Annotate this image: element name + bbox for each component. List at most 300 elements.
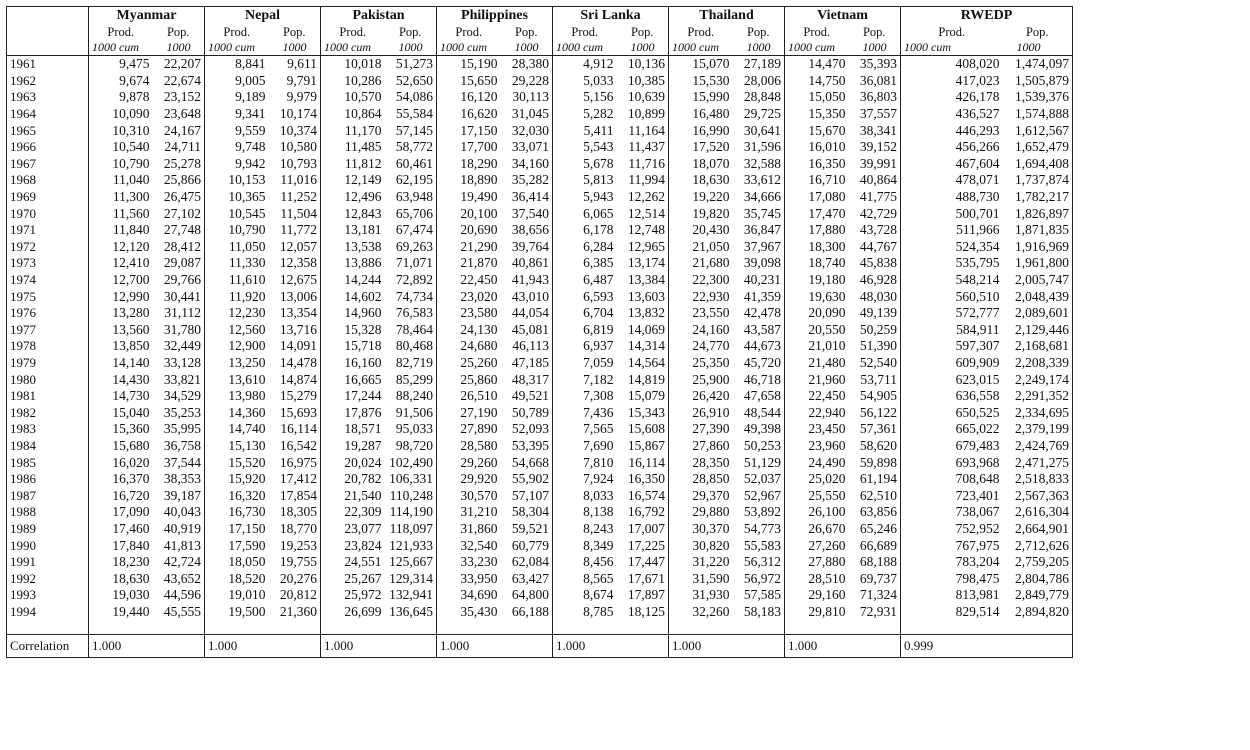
pop-value: 82,719 [385, 355, 437, 372]
pop-value: 27,102 [153, 205, 205, 222]
pop-value: 2,616,304 [1003, 504, 1073, 521]
prod-unit: 1000 cum [205, 40, 269, 56]
pop-value: 14,478 [269, 355, 321, 372]
corner-cell [7, 40, 89, 56]
data-table [6, 6, 1073, 658]
prod-value: 11,812 [344, 155, 382, 171]
table-row [7, 89, 1073, 106]
table-row [7, 421, 1073, 438]
pop-value: 52,650 [385, 73, 437, 90]
prod-value: 18,571 [344, 421, 382, 437]
pop-value: 23,152 [153, 89, 205, 106]
prod-value: 29,920 [460, 471, 498, 487]
pop-value: 53,892 [733, 504, 785, 521]
prod-unit: 1000 cum [437, 40, 501, 56]
prod-value: 17,150 [228, 520, 266, 536]
table-row [7, 239, 1073, 256]
pop-value: 95,033 [385, 421, 437, 438]
pop-value: 13,716 [269, 322, 321, 339]
pop-value: 76,583 [385, 305, 437, 322]
prod-value: 17,876 [344, 404, 382, 420]
prod-value: 12,843 [344, 205, 382, 221]
prod-value: 12,560 [228, 321, 266, 337]
pop-value: 33,821 [153, 371, 205, 388]
prod-value: 500,701 [955, 205, 1000, 221]
pop-value: 2,518,833 [1003, 471, 1073, 488]
pop-value: 1,574,888 [1003, 106, 1073, 123]
prod-value: 446,293 [955, 122, 1000, 138]
pop-value: 10,580 [269, 139, 321, 156]
correlation-value: 1.000 [553, 635, 669, 658]
pop-value: 28,006 [733, 73, 785, 90]
pop-value: 34,666 [733, 189, 785, 206]
pop-value: 10,374 [269, 122, 321, 139]
pop-value: 31,596 [733, 139, 785, 156]
prod-value: 24,490 [808, 454, 846, 470]
prod-value: 752,952 [955, 520, 1000, 536]
pop-value: 38,656 [501, 222, 553, 239]
year-cell: 1969 [7, 189, 89, 206]
pop-value: 67,474 [385, 222, 437, 239]
prod-value: 26,420 [692, 388, 730, 404]
prod-value: 21,960 [808, 371, 846, 387]
table-row [7, 205, 1073, 222]
pop-value: 35,745 [733, 205, 785, 222]
prod-value: 27,260 [808, 537, 846, 553]
prod-value: 18,890 [460, 172, 498, 188]
prod-value: 32,540 [460, 537, 498, 553]
prod-value: 28,850 [692, 471, 730, 487]
prod-value: 11,300 [112, 189, 150, 205]
pop-value: 56,312 [733, 554, 785, 571]
prod-value: 16,120 [460, 89, 498, 105]
prod-value: 13,850 [112, 338, 150, 354]
correlation-value: 1.000 [785, 635, 901, 658]
year-cell: 1962 [7, 73, 89, 90]
pop-value: 50,789 [501, 404, 553, 421]
year-cell: 1975 [7, 288, 89, 305]
pop-value: 46,928 [849, 272, 901, 289]
pop-value: 45,838 [849, 255, 901, 272]
pop-value: 28,412 [153, 239, 205, 256]
pop-value: 37,557 [849, 106, 901, 123]
pop-value: 13,006 [269, 288, 321, 305]
pop-value: 20,276 [269, 570, 321, 587]
table-row [7, 189, 1073, 206]
prod-value: 11,050 [228, 238, 266, 254]
pop-value: 66,188 [501, 604, 553, 621]
pop-value: 57,145 [385, 122, 437, 139]
table-row [7, 554, 1073, 571]
prod-value: 8,138 [583, 504, 614, 520]
pop-value: 2,712,626 [1003, 537, 1073, 554]
prod-value: 14,740 [228, 421, 266, 437]
prod-value: 14,470 [808, 56, 846, 72]
prod-value: 14,750 [808, 72, 846, 88]
pop-value: 9,979 [269, 89, 321, 106]
prod-value: 25,267 [344, 570, 382, 586]
prod-value: 6,819 [583, 321, 614, 337]
prod-value: 16,320 [228, 487, 266, 503]
prod-value: 12,900 [228, 338, 266, 354]
pop-value: 33,128 [153, 355, 205, 372]
pop-value: 2,005,747 [1003, 272, 1073, 289]
pop-value: 17,671 [617, 570, 669, 587]
pop-value: 18,305 [269, 504, 321, 521]
pop-value: 55,583 [733, 537, 785, 554]
pop-value: 72,892 [385, 272, 437, 289]
spacer-row [7, 620, 1073, 635]
table-row [7, 122, 1073, 139]
pop-value: 13,354 [269, 305, 321, 322]
prod-value: 14,960 [344, 305, 382, 321]
pop-value: 14,091 [269, 338, 321, 355]
prod-value: 18,070 [692, 155, 730, 171]
pop-value: 51,273 [385, 56, 437, 73]
pop-value: 11,016 [269, 172, 321, 189]
pop-value: 2,471,275 [1003, 454, 1073, 471]
pop-value: 16,114 [269, 421, 321, 438]
pop-value: 25,278 [153, 156, 205, 173]
prod-value: 15,520 [228, 454, 266, 470]
prod-value: 9,189 [235, 89, 266, 105]
prod-value: 798,475 [955, 570, 1000, 586]
table-row [7, 305, 1073, 322]
pop-value: 13,832 [617, 305, 669, 322]
prod-value: 16,730 [228, 504, 266, 520]
pop-header: Pop. [849, 25, 901, 40]
prod-value: 23,020 [460, 288, 498, 304]
pop-value: 16,792 [617, 504, 669, 521]
pop-value: 10,136 [617, 56, 669, 73]
prod-value: 15,050 [808, 89, 846, 105]
prod-value: 20,782 [344, 471, 382, 487]
spacer-cell [89, 620, 205, 635]
prod-value: 20,090 [808, 305, 846, 321]
prod-header: Prod. [223, 25, 251, 39]
unit-header-row [7, 40, 1073, 56]
pop-value: 20,812 [269, 587, 321, 604]
pop-value: 2,804,786 [1003, 570, 1073, 587]
pop-value: 25,866 [153, 172, 205, 189]
pop-value: 36,081 [849, 73, 901, 90]
prod-value: 14,140 [112, 354, 150, 370]
prod-value: 26,510 [460, 388, 498, 404]
pop-value: 85,299 [385, 371, 437, 388]
prod-value: 25,860 [460, 371, 498, 387]
country-header-thailand: Thailand [669, 7, 785, 26]
prod-value: 417,023 [955, 72, 1000, 88]
prod-value: 25,350 [692, 354, 730, 370]
year-cell: 1972 [7, 239, 89, 256]
prod-value: 12,230 [228, 305, 266, 321]
prod-value: 18,290 [460, 155, 498, 171]
table-row [7, 537, 1073, 554]
prod-value: 584,911 [956, 321, 1000, 337]
table-row [7, 504, 1073, 521]
pop-value: 40,919 [153, 521, 205, 538]
prod-value: 18,630 [692, 172, 730, 188]
prod-value: 17,840 [112, 537, 150, 553]
pop-value: 49,139 [849, 305, 901, 322]
country-header-sri-lanka: Sri Lanka [553, 7, 669, 26]
prod-value: 16,160 [344, 354, 382, 370]
pop-value: 53,395 [501, 438, 553, 455]
table-row [7, 388, 1073, 405]
prod-value: 11,485 [344, 139, 382, 155]
prod-value: 8,349 [583, 537, 614, 553]
pop-value: 37,967 [733, 239, 785, 256]
pop-value: 110,248 [385, 487, 437, 504]
prod-value: 25,900 [692, 371, 730, 387]
pop-value: 2,089,601 [1003, 305, 1073, 322]
pop-value: 17,225 [617, 537, 669, 554]
prod-value: 5,033 [583, 72, 614, 88]
prod-value: 11,330 [228, 255, 266, 271]
prod-value: 30,570 [460, 487, 498, 503]
prod-value: 18,630 [112, 570, 150, 586]
year-cell: 1984 [7, 438, 89, 455]
prod-value: 10,365 [228, 189, 266, 205]
pop-value: 55,584 [385, 106, 437, 123]
pop-value: 68,188 [849, 554, 901, 571]
prod-unit: 1000 cum [553, 40, 617, 56]
prod-value: 13,610 [228, 371, 266, 387]
prod-value: 22,450 [808, 388, 846, 404]
year-cell: 1965 [7, 122, 89, 139]
pop-value: 15,867 [617, 438, 669, 455]
prod-value: 4,912 [583, 56, 614, 72]
spacer-cell [321, 620, 437, 635]
prod-value: 5,943 [583, 189, 614, 205]
pop-value: 43,010 [501, 288, 553, 305]
pop-value: 54,668 [501, 454, 553, 471]
prod-value: 597,307 [955, 338, 1000, 354]
prod-value: 12,149 [344, 172, 382, 188]
pop-value: 2,129,446 [1003, 322, 1073, 339]
prod-value: 27,190 [460, 404, 498, 420]
prod-value: 15,650 [460, 72, 498, 88]
prod-value: 436,527 [955, 106, 1000, 122]
prod-value: 17,460 [112, 520, 150, 536]
prod-value: 10,864 [344, 106, 382, 122]
table-row [7, 604, 1073, 621]
prod-value: 21,540 [344, 487, 382, 503]
pop-value: 1,652,479 [1003, 139, 1073, 156]
pop-value: 50,259 [849, 322, 901, 339]
pop-value: 62,195 [385, 172, 437, 189]
corner-cell [7, 7, 89, 26]
correlation-value: 1.000 [89, 635, 205, 658]
pop-value: 54,905 [849, 388, 901, 405]
table-row [7, 487, 1073, 504]
pop-value: 10,899 [617, 106, 669, 123]
pop-value: 10,385 [617, 73, 669, 90]
prod-value: 22,930 [692, 288, 730, 304]
prod-value: 11,560 [112, 205, 150, 221]
prod-value: 17,244 [344, 388, 382, 404]
pop-value: 129,314 [385, 570, 437, 587]
prod-value: 29,810 [808, 603, 846, 619]
prod-value: 22,450 [460, 272, 498, 288]
prod-value: 23,824 [344, 537, 382, 553]
prod-value: 650,525 [955, 404, 1000, 420]
prod-value: 19,010 [228, 587, 266, 603]
pop-value: 29,087 [153, 255, 205, 272]
pop-value: 15,693 [269, 404, 321, 421]
prod-value: 12,410 [112, 255, 150, 271]
table-row [7, 355, 1073, 372]
pop-unit: 1000 [153, 40, 205, 56]
country-header-pakistan: Pakistan [321, 7, 437, 26]
prod-value: 12,496 [344, 189, 382, 205]
prod-value: 13,538 [344, 238, 382, 254]
prod-value: 5,282 [583, 106, 614, 122]
prod-value: 22,940 [808, 404, 846, 420]
prod-value: 16,620 [460, 106, 498, 122]
year-cell: 1974 [7, 272, 89, 289]
pop-value: 12,748 [617, 222, 669, 239]
pop-value: 16,574 [617, 487, 669, 504]
pop-value: 69,263 [385, 239, 437, 256]
year-cell: 1991 [7, 554, 89, 571]
year-cell: 1989 [7, 521, 89, 538]
prod-value: 7,182 [583, 371, 614, 387]
prod-value: 21,870 [460, 255, 498, 271]
pop-value: 2,567,363 [1003, 487, 1073, 504]
pop-value: 69,737 [849, 570, 901, 587]
pop-value: 53,711 [849, 371, 901, 388]
pop-value: 114,190 [385, 504, 437, 521]
prod-value: 25,972 [344, 587, 382, 603]
prod-value: 11,170 [344, 122, 382, 138]
prod-value: 13,181 [344, 222, 382, 238]
table-row [7, 73, 1073, 90]
pop-value: 2,334,695 [1003, 404, 1073, 421]
prod-value: 14,244 [344, 272, 382, 288]
prod-header: Prod. [803, 25, 831, 39]
pop-value: 52,540 [849, 355, 901, 372]
pop-value: 52,967 [733, 487, 785, 504]
prod-value: 10,153 [228, 172, 266, 188]
pop-value: 39,991 [849, 156, 901, 173]
prod-value: 10,310 [112, 122, 150, 138]
pop-unit: 1000 [849, 40, 901, 56]
pop-value: 40,043 [153, 504, 205, 521]
pop-value: 136,645 [385, 604, 437, 621]
pop-value: 56,122 [849, 404, 901, 421]
pop-value: 106,331 [385, 471, 437, 488]
table-row [7, 255, 1073, 272]
year-cell: 1977 [7, 322, 89, 339]
pop-value: 34,529 [153, 388, 205, 405]
pop-value: 1,961,800 [1003, 255, 1073, 272]
prod-value: 13,280 [112, 305, 150, 321]
prod-value: 13,980 [228, 388, 266, 404]
pop-header: Pop. [501, 25, 553, 40]
prod-value: 11,840 [112, 222, 150, 238]
pop-value: 31,112 [153, 305, 205, 322]
prod-value: 19,030 [112, 587, 150, 603]
pop-value: 98,720 [385, 438, 437, 455]
prod-value: 6,704 [583, 305, 614, 321]
prod-value: 5,411 [583, 122, 614, 138]
prod-value: 17,080 [808, 189, 846, 205]
pop-value: 36,758 [153, 438, 205, 455]
pop-value: 44,054 [501, 305, 553, 322]
prod-value: 10,790 [228, 222, 266, 238]
year-cell: 1970 [7, 205, 89, 222]
correlation-value: 1.000 [437, 635, 553, 658]
prod-value: 21,480 [808, 354, 846, 370]
pop-value: 11,772 [269, 222, 321, 239]
pop-value: 16,114 [617, 454, 669, 471]
prod-value: 572,777 [955, 305, 1000, 321]
table-row [7, 404, 1073, 421]
prod-value: 5,543 [583, 139, 614, 155]
year-cell: 1964 [7, 106, 89, 123]
prod-value: 16,020 [112, 454, 150, 470]
pop-value: 11,252 [269, 189, 321, 206]
prod-value: 17,150 [460, 122, 498, 138]
prod-value: 15,680 [112, 437, 150, 453]
table-row [7, 338, 1073, 355]
pop-value: 57,361 [849, 421, 901, 438]
pop-value: 11,164 [617, 122, 669, 139]
prod-value: 31,930 [692, 587, 730, 603]
prod-value: 27,390 [692, 421, 730, 437]
country-header-myanmar: Myanmar [89, 7, 205, 26]
prod-value: 28,580 [460, 437, 498, 453]
year-cell: 1993 [7, 587, 89, 604]
pop-value: 59,521 [501, 521, 553, 538]
pop-value: 65,246 [849, 521, 901, 538]
pop-value: 42,724 [153, 554, 205, 571]
table-row [7, 471, 1073, 488]
correlation-value: 1.000 [205, 635, 321, 658]
prod-value: 35,430 [460, 603, 498, 619]
pop-value: 13,384 [617, 272, 669, 289]
correlation-value: 0.999 [901, 635, 1073, 658]
pop-value: 44,767 [849, 239, 901, 256]
prod-value: 19,440 [112, 603, 150, 619]
prod-value: 23,580 [460, 305, 498, 321]
prod-value: 10,570 [344, 89, 382, 105]
prod-value: 8,243 [583, 520, 614, 536]
pop-value: 29,725 [733, 106, 785, 123]
prod-value: 623,015 [955, 371, 1000, 387]
prod-value: 20,430 [692, 222, 730, 238]
pop-value: 13,174 [617, 255, 669, 272]
prod-value: 10,090 [112, 106, 150, 122]
pop-value: 29,228 [501, 73, 553, 90]
pop-value: 32,449 [153, 338, 205, 355]
pop-value: 46,718 [733, 371, 785, 388]
pop-value: 2,894,820 [1003, 604, 1073, 621]
pop-value: 49,398 [733, 421, 785, 438]
pop-value: 41,813 [153, 537, 205, 554]
pop-value: 55,902 [501, 471, 553, 488]
spacer-cell [437, 620, 553, 635]
prod-value: 12,990 [112, 288, 150, 304]
pop-value: 80,468 [385, 338, 437, 355]
prod-value: 8,033 [583, 487, 614, 503]
prod-value: 28,510 [808, 570, 846, 586]
prod-value: 7,059 [583, 354, 614, 370]
prod-value: 17,520 [692, 139, 730, 155]
prod-value: 9,475 [119, 56, 150, 72]
prod-value: 10,790 [112, 155, 150, 171]
